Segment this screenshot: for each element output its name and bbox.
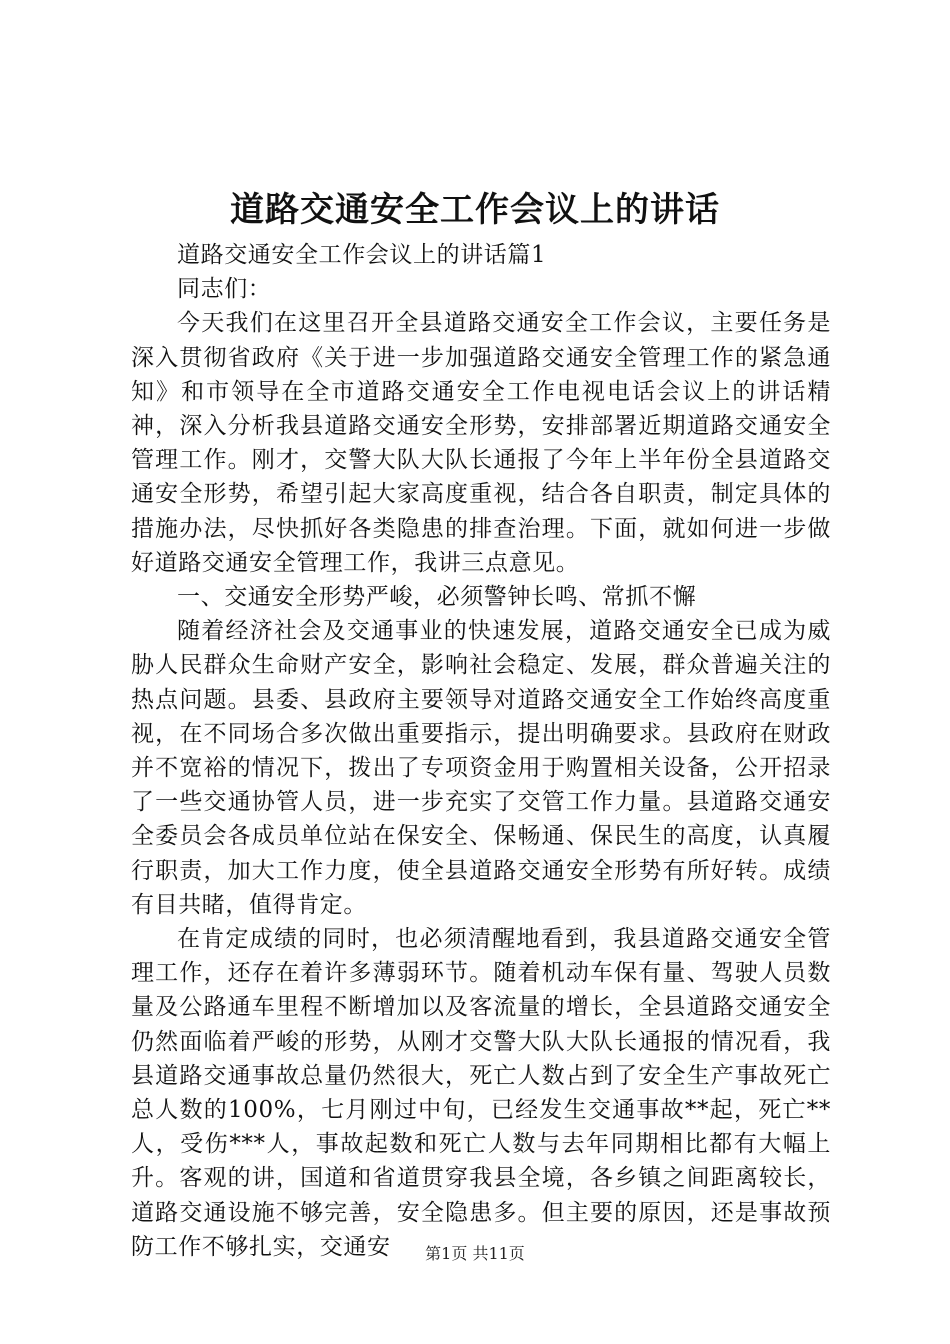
section-heading: 一、交通安全形势严峻，必须警钟长鸣、常抓不懈 — [177, 584, 697, 611]
salutation: 同志们： — [177, 276, 272, 303]
body-paragraph: 随着经济社会及交通事业的快速发展，道路交通安全已成为威胁人民群众生命财产安全，影响社会稳定、发展，群众普遍关注的热点问题。县委、县政府主要领导对道路交通安全工作始终高度重视，在不同场合多次做出重要指示，提出明确要求。县政府在财政并不宽裕的情况下，拨出了专项资金用于购置相关设备，公开招录了一些交通协管人员，进一步充实了交管工作力量。县道路交通安全委员会各成员单位站在保安全、保畅通、保民生的高度，认真履行职责，加大工作力度，使全县道路交通安全形势有所好转。成绩有目共睹，值得肯定。 — [131, 618, 831, 918]
document-title: 道路交通安全工作会议上的讲话 — [230, 190, 720, 230]
document-body — [131, 238, 831, 1264]
body-paragraph: 在肯定成绩的同时，也必须清醒地看到，我县道路交通安全管理工作，还存在着许多薄弱环节。随着机动车保有量、驾驶人员数量及公路通车里程不断增加以及客流量的增长，全县道路交通安全仍然面临着严峻的形势，从刚才交警大队大队长通报的情况看，我县道路交通事故总量仍然很大，死亡人数占到了安全生产事故死亡总人数的100%，七月刚过中旬，已经发生交通事故**起，死亡**人，受伤***人，事故起数和死亡人数与去年同期相比都有大幅上升。客观的讲，国道和省道贯穿我县全境，各乡镇之间距离较长，道路交通设施不够完善，安全隐患多。但主要的原因，还是事故预防工作不够扎实，交通安 — [131, 926, 831, 1260]
body-paragraph: 今天我们在这里召开全县道路交通安全工作会议，主要任务是深入贯彻省政府《关于进一步加强道路交通安全管理工作的紧急通知》和市领导在全市道路交通安全工作电视电话会议上的讲话精神，深入分析我县道路交通安全形势，安排部署近期道路交通安全管理工作。刚才，交警大队大队长通报了今年上半年份全县道路交通安全形势，希望引起大家高度重视，结合各自职责，制定具体的措施办法，尽快抓好各类隐患的排查治理。下面，就如何进一步做好道路交通安全管理工作，我讲三点意见。 — [131, 310, 831, 576]
section-subtitle: 道路交通安全工作会议上的讲话篇1 — [177, 242, 547, 268]
page-number-footer: 第1页 共11页 — [425, 1244, 525, 1263]
